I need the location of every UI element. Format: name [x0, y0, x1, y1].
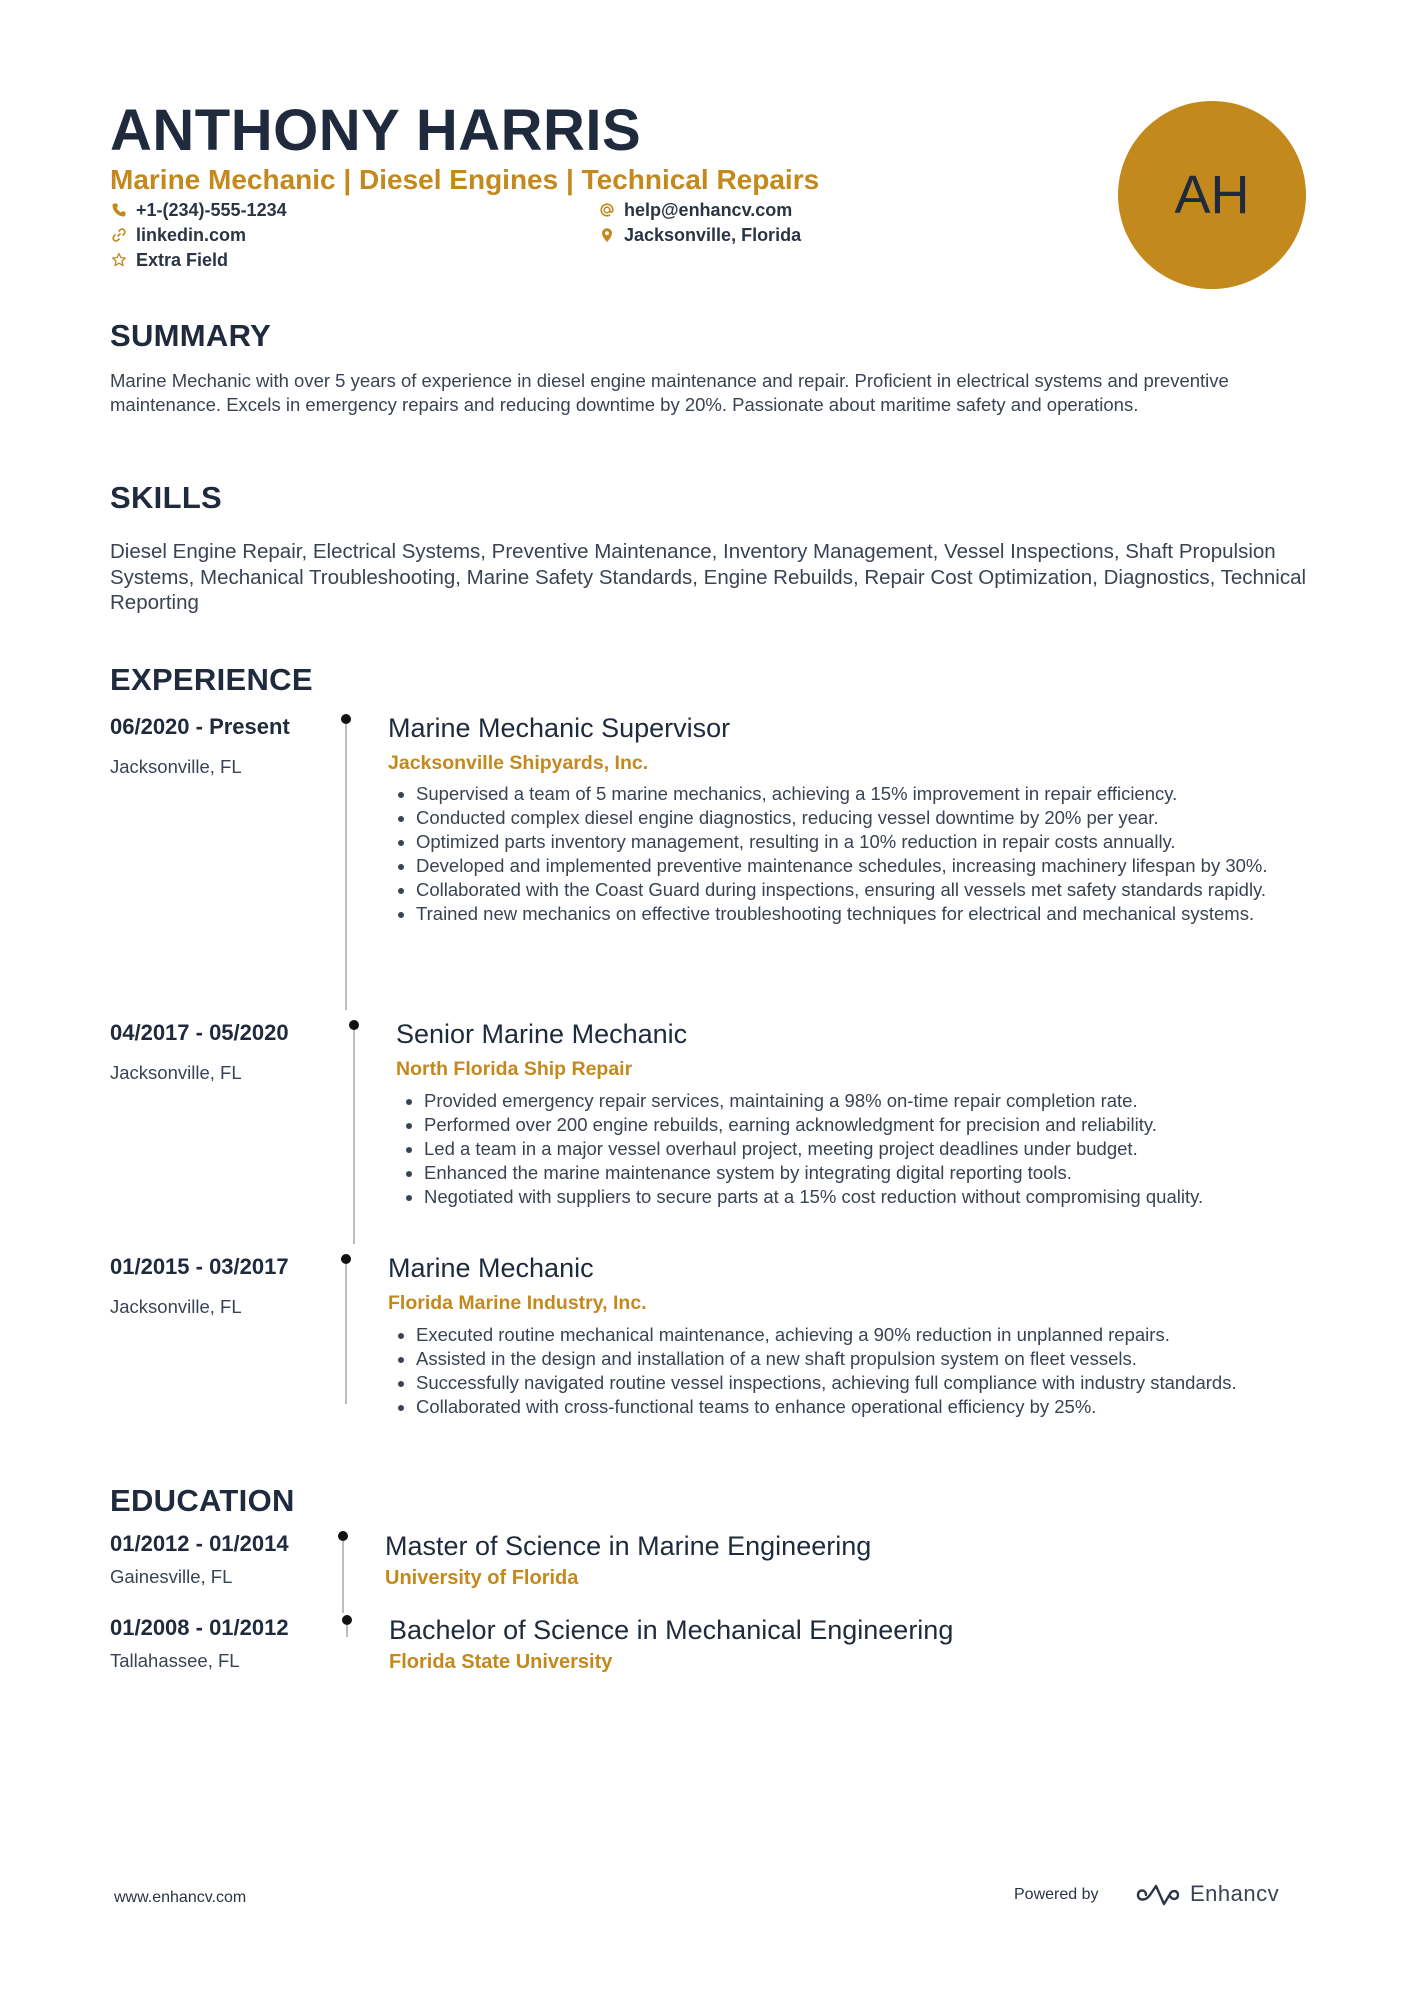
entry-bullets	[388, 1323, 1316, 1419]
list-item: • Led a team in a major vessel overhaul project, meeting project deadlines under budget.	[424, 1137, 1324, 1161]
entry-company: Florida Marine Industry, Inc.	[388, 1292, 647, 1314]
timeline-line	[342, 1541, 344, 1613]
phone-icon	[110, 201, 128, 219]
timeline-dot	[342, 1615, 352, 1625]
powered-by-label: Powered by	[1014, 1886, 1099, 1903]
entry-dates: 06/2020 - Present	[110, 714, 290, 739]
enhancv-logo-icon	[1134, 1880, 1180, 1910]
contact-location	[598, 223, 801, 247]
experience-heading: EXPERIENCE	[110, 662, 313, 697]
timeline-dot	[341, 714, 351, 724]
contact-phone[interactable]	[110, 198, 287, 222]
school-name: University of Florida	[385, 1567, 579, 1589]
list-item: • Assisted in the design and installation of a new shaft propulsion system on fleet vessels.	[416, 1347, 1316, 1371]
school-name: Florida State University	[389, 1651, 613, 1673]
list-item: • Trained new mechanics on effective troubleshooting techniques for electrical and mechanical systems.	[416, 902, 1316, 926]
entry-dates: 01/2015 - 03/2017	[110, 1254, 289, 1279]
entry-bullets	[388, 782, 1316, 926]
entry-location: Jacksonville, FL	[110, 1062, 242, 1083]
timeline-line	[345, 1264, 347, 1404]
list-item: • Optimized parts inventory management, resulting in a 10% reduction in repair costs annually.	[416, 830, 1316, 854]
headline: Marine Mechanic | Diesel Engines | Technical Repairs	[110, 164, 820, 195]
contact-email[interactable]	[598, 198, 792, 222]
entry-dates: 04/2017 - 05/2020	[110, 1020, 289, 1045]
entry-role: Marine Mechanic	[388, 1253, 594, 1283]
entry-company: Jacksonville Shipyards, Inc.	[388, 752, 649, 774]
contact-linkedin[interactable]	[110, 223, 246, 247]
timeline-line	[353, 1030, 355, 1244]
timeline-line	[345, 724, 347, 1010]
at-icon	[598, 201, 616, 219]
email-text: help@enhancv.com	[624, 200, 793, 220]
brand-name: Enhancv	[1190, 1881, 1280, 1906]
list-item: • Enhanced the marine maintenance system by integrating digital reporting tools.	[424, 1161, 1324, 1185]
summary-text: Marine Mechanic with over 5 years of experience in diesel engine maintenance and repair. Proficient in electrical systems and preventive maintenance. Excels in emergency repairs and reducing downtime by 20%. Passionate about maritime safety and operations.	[110, 370, 1229, 415]
skills-text: Diesel Engine Repair, Electrical Systems, Preventive Maintenance, Inventory Management, Vessel Inspections, Shaft Propulsion Systems, Mechanical Troubleshooting, Marine Safety Standards, Engine Rebuilds, Repair Cost Optimization, Diagnostics, Technical Reporting	[110, 540, 1307, 614]
entry-role: Marine Mechanic Supervisor	[388, 713, 731, 743]
timeline-dot	[338, 1531, 348, 1541]
contact-extra	[110, 248, 228, 272]
list-item: • Performed over 200 engine rebuilds, earning acknowledgment for precision and reliability.	[424, 1113, 1324, 1137]
entry-bullets	[396, 1089, 1324, 1209]
linkedin-text: linkedin.com	[136, 225, 247, 245]
list-item: • Negotiated with suppliers to secure parts at a 15% cost reduction without compromising quality.	[424, 1185, 1324, 1209]
skills-heading: SKILLS	[110, 480, 223, 515]
education-heading: EDUCATION	[110, 1483, 295, 1518]
timeline-dot	[349, 1020, 359, 1030]
candidate-name: ANTHONY HARRIS	[110, 98, 642, 163]
list-item: • Collaborated with the Coast Guard during inspections, ensuring all vessels met safety standards rapidly.	[416, 878, 1316, 902]
entry-company: North Florida Ship Repair	[396, 1058, 633, 1080]
list-item: • Collaborated with cross-functional teams to enhance operational efficiency by 25%.	[416, 1395, 1316, 1419]
entry-dates: 01/2008 - 01/2012	[110, 1615, 289, 1640]
map-pin-icon	[598, 226, 616, 244]
entry-location: Gainesville, FL	[110, 1566, 233, 1587]
entry-dates: 01/2012 - 01/2014	[110, 1531, 289, 1556]
entry-location: Jacksonville, FL	[110, 1296, 242, 1317]
phone-text: +1-(234)-555-1234	[136, 200, 287, 220]
list-item: • Provided emergency repair services, maintaining a 98% on-time repair completion rate.	[424, 1089, 1324, 1113]
entry-role: Senior Marine Mechanic	[396, 1019, 688, 1049]
location-text: Jacksonville, Florida	[624, 225, 802, 245]
list-item: • Successfully navigated routine vessel inspections, achieving full compliance with industry standards.	[416, 1371, 1316, 1395]
list-item: • Developed and implemented preventive maintenance schedules, increasing machinery lifespan by 30%.	[416, 854, 1316, 878]
timeline-line	[346, 1625, 348, 1637]
summary-heading: SUMMARY	[110, 318, 272, 353]
list-item: • Executed routine mechanical maintenance, achieving a 90% reduction in unplanned repairs.	[416, 1323, 1316, 1347]
extra-field-text: Extra Field	[136, 250, 229, 270]
entry-location: Jacksonville, FL	[110, 756, 242, 777]
timeline-dot	[341, 1254, 351, 1264]
degree-title: Master of Science in Marine Engineering	[385, 1531, 872, 1561]
entry-location: Tallahassee, FL	[110, 1650, 240, 1671]
list-item: • Supervised a team of 5 marine mechanics, achieving a 15% improvement in repair efficiency.	[416, 782, 1316, 806]
footer-url-link[interactable]: www.enhancv.com	[114, 1889, 247, 1906]
list-item: • Conducted complex diesel engine diagnostics, reducing vessel downtime by 20% per year.	[416, 806, 1316, 830]
avatar: AH	[1118, 101, 1306, 289]
star-icon	[110, 251, 128, 269]
degree-title: Bachelor of Science in Mechanical Engineering	[389, 1615, 954, 1645]
link-icon	[110, 226, 128, 244]
